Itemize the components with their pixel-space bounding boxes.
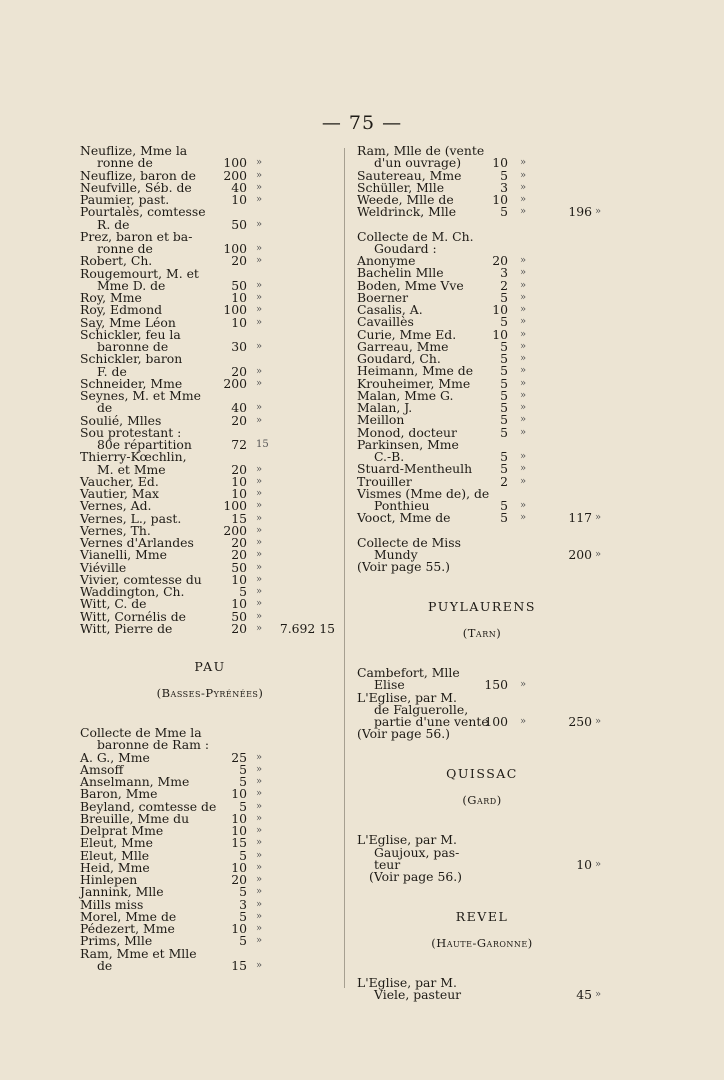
donor-name: Rougemourt, M. et — [80, 265, 199, 281]
donation-amount: 20 — [231, 547, 247, 563]
donor-name: Vernes d'Arlandes — [80, 535, 194, 550]
donation-cents: » — [256, 935, 263, 947]
donation-cents: » — [520, 451, 527, 462]
donation-cents: » — [256, 377, 263, 389]
donor-name: Schneider, Mme — [80, 375, 183, 391]
donation-cents: » — [256, 194, 263, 205]
donation-amount: 20 — [231, 620, 247, 636]
donation-cents: » — [256, 788, 263, 800]
donor-name: teur — [374, 856, 401, 872]
list-item — [80, 957, 340, 973]
donation-cents: » — [256, 500, 263, 512]
donation-cents: » — [256, 549, 263, 561]
donor-name: Sautereau, Mme — [357, 167, 462, 183]
donor-name: Monod, docteur — [357, 424, 457, 440]
donation-amount: 5 — [500, 510, 508, 526]
donation-cents: » — [256, 304, 263, 316]
donation-amount: 50 — [231, 608, 247, 624]
donation-amount: 5 — [239, 798, 247, 814]
donor-name: Delprat Mme — [80, 823, 164, 838]
donation-cents: » — [256, 886, 263, 898]
donation-amount: 50 — [231, 216, 247, 232]
donor-name: Stuard-Mentheulh — [357, 461, 473, 477]
donor-name: Schickler, feu la — [80, 326, 181, 342]
donation-cents: » — [256, 800, 263, 812]
donation-amount: 5 — [239, 847, 247, 863]
section-total-cents: » — [595, 512, 602, 524]
section-subheading-quissac: (Gard) — [462, 793, 502, 808]
donation-amount: 200 — [223, 167, 247, 183]
donation-amount: 100 — [484, 714, 508, 729]
donation-cents: » — [520, 328, 527, 340]
donation-amount: 100 — [223, 155, 247, 171]
donation-amount: 30 — [231, 339, 247, 354]
section-heading-quissac: QUISSAC — [446, 766, 518, 782]
donation-cents: » — [520, 463, 527, 475]
donor-name: ronne de — [97, 241, 153, 256]
section-total-cents: » — [595, 989, 602, 1001]
section-subheading-revel: (Haute-Garonne) — [431, 936, 533, 950]
donor-name: Roy, Edmond — [80, 302, 163, 318]
donation-amount: 10 — [492, 155, 508, 171]
donation-cents: » — [256, 898, 263, 910]
donor-name: Anselmann, Mme — [80, 774, 190, 789]
donation-cents: » — [256, 622, 263, 634]
donor-name: Amsoff — [80, 761, 124, 777]
donation-cents: » — [520, 267, 527, 279]
revel-list — [357, 977, 607, 1002]
donation-cents: » — [520, 500, 527, 511]
donation-cents: » — [256, 316, 263, 328]
donation-cents: » — [520, 157, 527, 169]
donation-amount: 5 — [500, 449, 508, 464]
donation-amount: 15 — [231, 957, 247, 973]
donor-name: Parkinsen, Mme — [357, 436, 459, 452]
donation-cents: » — [520, 365, 527, 377]
donor-name: Cavaillès — [357, 314, 414, 330]
donor-name: Vivier, comtesse du — [80, 571, 202, 587]
donor-name: de — [97, 957, 113, 973]
donor-name: Anonyme — [357, 253, 416, 268]
donation-amount: 20 — [231, 253, 247, 269]
donation-amount: 10 — [231, 823, 247, 838]
donation-cents: » — [520, 206, 527, 218]
donor-name: Vooct, Mme de — [357, 510, 451, 526]
donor-name: 80e répartition — [97, 437, 192, 452]
donor-name: Viele, pasteur — [374, 987, 462, 1003]
donor-name: F. de — [97, 363, 127, 379]
donation-amount: 2 — [500, 473, 508, 489]
donor-name: Robert, Ch. — [80, 253, 153, 269]
donor-name: Krouheimer, Mme — [357, 375, 471, 391]
donation-cents: » — [256, 561, 263, 573]
donation-amount: 5 — [239, 761, 247, 777]
donor-name: L'Eglise, par M. — [357, 689, 457, 705]
donor-name: Breuille, Mme du — [80, 810, 190, 826]
donation-cents: » — [520, 353, 527, 364]
donation-cents: » — [256, 610, 263, 622]
donor-name: baronne de Ram : — [97, 737, 209, 753]
quissac-list — [357, 834, 607, 871]
donor-name: R. de — [97, 216, 130, 232]
donation-cents: » — [520, 304, 527, 315]
donation-cents: » — [256, 849, 263, 861]
donor-name: Prez, baron et ba- — [80, 228, 193, 244]
section-total: 117 — [568, 510, 592, 526]
donation-cents: » — [256, 923, 263, 934]
section-total-cents: » — [595, 206, 602, 218]
donation-amount: 50 — [231, 277, 247, 293]
donation-cents: » — [256, 751, 263, 763]
list-item — [357, 856, 607, 872]
mundy-list — [357, 534, 607, 562]
donor-name: Vismes (Mme de), de — [357, 485, 490, 501]
donation-cents: » — [520, 181, 527, 193]
donation-amount: 20 — [231, 461, 247, 477]
donor-name: Pédezert, Mme — [80, 921, 175, 936]
donor-name: Ram, Mlle de (vente — [357, 143, 485, 158]
puylaurens-list — [357, 667, 607, 728]
donor-name: Sou protestant : — [80, 424, 182, 440]
donation-cents: » — [256, 181, 263, 193]
donation-cents: » — [520, 291, 527, 303]
donation-cents: » — [256, 414, 263, 426]
donation-cents: » — [256, 537, 263, 548]
donor-name: Eleut, Mlle — [80, 847, 150, 863]
section-total: 200 — [568, 546, 592, 562]
donation-cents: » — [256, 463, 263, 475]
donor-name: Mme D. de — [97, 277, 166, 293]
list-item — [357, 989, 607, 1001]
donation-amount: 2 — [500, 277, 508, 293]
donor-name: Seynes, M. et Mme — [80, 388, 201, 403]
donor-name: Roy, Mme — [80, 290, 142, 305]
donor-name: A. G., Mme — [80, 749, 150, 765]
donation-cents: » — [256, 341, 263, 352]
donation-amount: 20 — [231, 535, 247, 550]
donation-amount: 15 — [231, 835, 247, 851]
donation-cents: » — [256, 475, 263, 487]
donor-name: Malan, Mme G. — [357, 387, 454, 403]
donor-name: partie d'une vente — [374, 714, 489, 729]
section-total: 196 — [568, 204, 592, 220]
donation-amount: 200 — [223, 375, 247, 391]
donation-amount: 3 — [500, 179, 508, 195]
donation-cents: » — [256, 598, 263, 610]
donation-cents: » — [256, 812, 263, 824]
donation-cents: » — [256, 910, 263, 922]
list-item — [80, 620, 340, 636]
donor-name: Viéville — [80, 559, 127, 575]
donation-cents: » — [520, 414, 527, 426]
donation-amount: 10 — [492, 192, 508, 207]
donation-cents: » — [520, 316, 527, 328]
list-item — [357, 716, 607, 728]
donation-amount: 5 — [500, 412, 508, 428]
donation-amount: 5 — [500, 400, 508, 415]
donation-amount: 5 — [500, 498, 508, 513]
donation-amount: 40 — [231, 400, 247, 416]
donation-amount: 100 — [223, 241, 247, 256]
donor-name: Soulié, Mlles — [80, 412, 162, 428]
donor-name: Mills miss — [80, 896, 144, 912]
donor-name: Cambefort, Mlle — [357, 665, 460, 680]
donation-cents: » — [256, 243, 263, 254]
donation-amount: 10 — [231, 290, 247, 305]
donor-name: Witt, Cornélis de — [80, 608, 186, 624]
donation-amount: 10 — [231, 571, 247, 587]
subscriber-list — [80, 145, 340, 635]
donation-cents: » — [256, 586, 263, 597]
list-item — [80, 390, 340, 402]
donation-amount: 10 — [231, 810, 247, 826]
donation-cents: » — [520, 340, 527, 352]
donation-amount: 5 — [500, 314, 508, 330]
section-total: 10 — [576, 856, 592, 872]
donation-amount: 100 — [223, 498, 247, 514]
donor-name: Meillon — [357, 412, 405, 428]
donation-cents: » — [520, 426, 527, 438]
goudard-list — [357, 228, 607, 526]
donation-cents: » — [520, 512, 527, 524]
donation-amount: 40 — [231, 179, 247, 195]
donor-name: Boerner — [357, 289, 409, 305]
donation-amount: 150 — [484, 677, 508, 693]
donation-amount: 5 — [500, 351, 508, 366]
donation-cents: 15 — [256, 439, 269, 450]
donation-cents: » — [256, 512, 263, 524]
donation-cents: » — [256, 524, 263, 536]
donation-cents: » — [520, 389, 527, 401]
donor-name: d'un ouvrage) — [374, 155, 462, 171]
donor-name: C.-B. — [374, 449, 405, 464]
donor-name: Vianelli, Mme — [80, 547, 167, 563]
section-heading-puylaurens: PUYLAURENS — [428, 599, 536, 614]
donation-amount: 200 — [223, 522, 247, 538]
donation-amount: 5 — [500, 204, 508, 220]
donor-name: de — [97, 400, 113, 416]
donation-cents: » — [256, 861, 263, 873]
donor-name: Elise — [374, 677, 405, 693]
donor-name: Vernes, Ad. — [80, 498, 152, 514]
donation-cents: » — [520, 475, 527, 487]
donor-name: Say, Mme Léon — [80, 314, 176, 330]
donor-name: Waddington, Ch. — [80, 584, 185, 599]
donation-cents: » — [256, 157, 263, 169]
donation-amount: 5 — [239, 884, 247, 900]
donor-name: Bachelin Mlle — [357, 265, 444, 281]
donation-cents: » — [256, 279, 263, 291]
donation-amount: 10 — [231, 596, 247, 612]
section-subheading-puylaurens: (Tarn) — [462, 626, 502, 640]
donor-name: Collecte de Miss — [357, 534, 461, 550]
donor-name: Weede, Mlle de — [357, 192, 454, 207]
donation-amount: 10 — [231, 192, 247, 207]
donation-cents: » — [256, 488, 263, 499]
donor-name: Baron, Mme — [80, 786, 158, 802]
donation-cents: » — [256, 365, 263, 377]
donation-cents: » — [256, 573, 263, 585]
list-item — [357, 206, 607, 218]
donation-cents: » — [520, 255, 527, 266]
donor-name: Trouiller — [357, 473, 412, 489]
donor-name: Beyland, comtesse de — [80, 798, 217, 814]
section-total-cents: » — [595, 716, 602, 727]
donation-amount: 10 — [492, 302, 508, 317]
donor-name: Goudard, Ch. — [357, 351, 441, 366]
donor-name: M. et Mme — [97, 461, 166, 477]
donor-name: Mundy — [374, 546, 418, 562]
donor-name: Casalis, A. — [357, 302, 423, 317]
list-item — [80, 945, 340, 961]
donation-cents: » — [520, 679, 527, 691]
donor-name: Heimann, Mme de — [357, 363, 474, 379]
donation-amount: 5 — [500, 363, 508, 379]
donor-name: Ram, Mme et Mlle — [80, 945, 197, 961]
section-subheading-pau: (Basses-Pyrénées) — [156, 686, 264, 700]
section-total-cents: » — [595, 548, 602, 560]
donor-name: de Falguerolle, — [374, 701, 469, 717]
note-see-page-56-b: (Voir page 56.) — [369, 869, 462, 884]
donation-amount: 5 — [239, 584, 247, 599]
donation-cents: » — [256, 218, 263, 230]
donation-amount: 10 — [231, 473, 247, 489]
donation-amount: 5 — [500, 387, 508, 403]
donation-cents: » — [256, 292, 263, 303]
donor-name: Weldrinck, Mlle — [357, 204, 457, 220]
section-total: 250 — [568, 714, 592, 729]
donation-cents: » — [256, 763, 263, 775]
donor-name: Witt, Pierre de — [80, 620, 173, 636]
note-see-page-55: (Voir page 55.) — [357, 559, 450, 574]
donation-cents: » — [520, 402, 527, 413]
donation-cents: » — [520, 279, 527, 291]
donor-name: Schickler, baron — [80, 351, 183, 367]
donation-cents: » — [256, 402, 263, 414]
list-item — [357, 546, 607, 562]
right-column — [357, 145, 607, 1002]
donation-amount: 20 — [231, 872, 247, 887]
donor-name: Boden, Mme Vve — [357, 277, 464, 293]
section-total: 45 — [576, 987, 592, 1003]
page-number: — 75 — — [321, 112, 403, 134]
donation-cents: » — [256, 874, 263, 885]
donation-amount: 20 — [492, 253, 508, 268]
donor-name: Hinlepen — [80, 872, 138, 887]
donor-name: Schüller, Mlle — [357, 179, 445, 195]
donor-name: ronne de — [97, 155, 153, 171]
donation-amount: 5 — [500, 461, 508, 477]
donor-name: Witt, C. de — [80, 596, 147, 612]
donor-name: Paumier, past. — [80, 192, 170, 207]
section-heading-revel: REVEL — [455, 909, 509, 924]
donor-name: Ponthieu — [374, 498, 430, 513]
donation-amount: 10 — [231, 921, 247, 936]
donor-name: baronne de — [97, 339, 169, 354]
donor-name: Vautier, Max — [80, 486, 159, 501]
donor-name: Garreau, Mme — [357, 338, 449, 354]
donation-amount: 20 — [231, 363, 247, 379]
donor-name: Collecte de M. Ch. — [357, 228, 474, 244]
donation-amount: 50 — [231, 559, 247, 575]
donation-cents: » — [256, 255, 263, 267]
pau-list — [80, 727, 340, 972]
donor-name: Gaujoux, pas- — [374, 844, 460, 860]
donation-amount: 72 — [231, 437, 247, 452]
donation-amount: 3 — [500, 265, 508, 281]
section-total-cents: » — [595, 858, 602, 870]
donation-amount: 5 — [239, 774, 247, 789]
donor-name: Eleut, Mme — [80, 835, 153, 851]
donor-name: Neuflize, baron de — [80, 167, 197, 183]
donation-amount: 5 — [239, 933, 247, 949]
donation-amount: 5 — [500, 375, 508, 391]
section-total: 7.692 15 — [279, 620, 335, 636]
donation-cents: » — [256, 776, 263, 787]
donation-cents: » — [256, 959, 263, 971]
donation-amount: 10 — [231, 859, 247, 875]
donation-amount: 5 — [239, 908, 247, 924]
donation-amount: 3 — [239, 896, 247, 912]
donation-amount: 5 — [500, 289, 508, 305]
donation-cents: » — [256, 169, 263, 181]
donation-amount: 5 — [500, 424, 508, 440]
donor-name: L'Eglise, par M. — [357, 975, 457, 990]
list-item — [357, 512, 607, 524]
donor-name: Malan, J. — [357, 400, 413, 415]
donor-name: Curie, Mme Ed. — [357, 326, 457, 342]
donor-name: Morel, Mme de — [80, 908, 177, 924]
donation-cents: » — [520, 716, 527, 727]
donation-amount: 5 — [500, 338, 508, 354]
donor-name: Vernes, Th. — [80, 522, 151, 538]
donation-cents: » — [520, 377, 527, 389]
donation-cents: » — [256, 837, 263, 849]
donation-amount: 10 — [231, 786, 247, 802]
donation-amount: 10 — [231, 486, 247, 501]
donation-amount: 100 — [223, 302, 247, 318]
section-heading-pau: PAU — [194, 659, 226, 674]
column-divider — [344, 148, 345, 988]
donor-name: Goudard : — [374, 240, 437, 256]
donation-amount: 5 — [500, 167, 508, 183]
donor-name: Neufville, Séb. de — [80, 179, 192, 195]
donation-cents: » — [256, 825, 263, 836]
donation-amount: 10 — [492, 326, 508, 342]
donor-name: Vernes, L., past. — [80, 510, 182, 526]
donation-cents: » — [520, 194, 527, 205]
donation-amount: 25 — [231, 749, 247, 765]
donation-amount: 10 — [231, 314, 247, 330]
donor-name: Vaucher, Ed. — [80, 473, 159, 489]
ram-list — [357, 145, 607, 219]
donor-name: Collecte de Mme la — [80, 725, 202, 740]
donation-amount: 15 — [231, 510, 247, 526]
donor-name: Prims, Mlle — [80, 933, 153, 949]
donor-name: Pourtalès, comtesse — [80, 204, 206, 220]
left-column — [80, 145, 340, 972]
donor-name: Neuflize, Mme la — [80, 143, 188, 158]
donor-name: L'Eglise, par M. — [357, 832, 457, 848]
donation-amount: 20 — [231, 412, 247, 428]
donor-name: Heid, Mme — [80, 859, 150, 875]
donor-name: Thierry-Kœchlin, — [80, 449, 187, 465]
donation-cents: » — [520, 169, 527, 181]
note-see-page-56: (Voir page 56.) — [357, 726, 450, 742]
donor-name: Jannink, Mlle — [80, 884, 164, 900]
